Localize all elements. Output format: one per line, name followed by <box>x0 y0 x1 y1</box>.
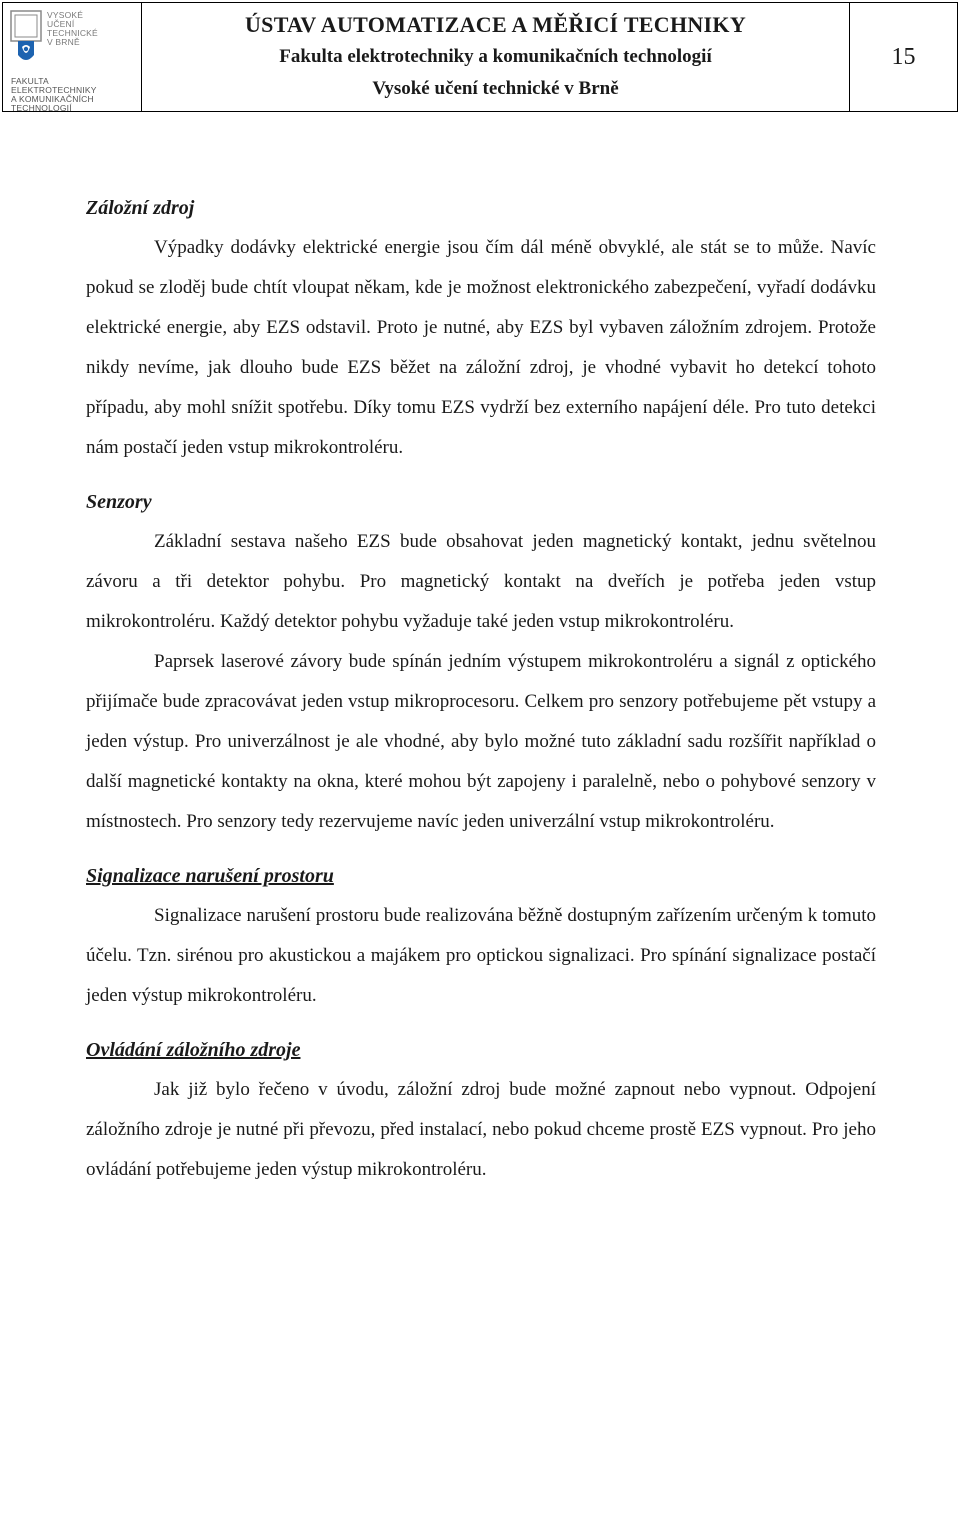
university-logo <box>3 3 142 111</box>
faculty-name: Fakulta elektrotechniky a komunikačních technologií <box>279 46 712 67</box>
paragraph: Paprsek laserové závory bude spínán jedním výstupem mikrokontroléru a signál z optického přijímače bude zpracovávat jeden vstup mikroprocesoru. Celkem pro senzory potřebujeme pět vstupy a jeden výstup. Pro univerzálnost je ale vhodné, aby bylo možné tuto základní sadu rozšířit například o další magnetické kontakty na okna, které mohou být zapojeny i paralelně, nebo o pohybové senzory v místnostech. Pro senzory tedy rezervujeme navíc jeden univerzální vstup mikrokontroléru. <box>86 651 876 832</box>
logo-top-text: VYSOKÉ UČENÍ TECHNICKÉ V BRNĚ <box>47 10 98 47</box>
section-heading: Ovládání záložního zdroje <box>86 1039 301 1061</box>
university-name: Vysoké učení technické v Brně <box>372 78 619 99</box>
paragraph: Signalizace narušení prostoru bude realizována běžně dostupným zařízením určeným k tomuto účelu. Tzn. sirénou pro akustickou a majákem pro optickou signalizaci. Pro spínání signalizace postačí jeden výstup mikrokontroléru. <box>86 905 876 1006</box>
page-content <box>86 188 876 1190</box>
section-heading: Senzory <box>86 491 152 513</box>
logo-bottom-text: FAKULTA ELEKTROTECHNIKY A KOMUNIKAČNÍCH TECHNOLOGIÍ <box>11 76 97 113</box>
section-heading: Záložní zdroj <box>86 197 195 219</box>
paragraph: Výpadky dodávky elektrické energie jsou čím dál méně obvyklé, ale stát se to může. Navíc pokud se zloděj bude chtít vloupat někam, kde je možnost elektronického zabezpečení, vyřadí dodávku elektrické energie, aby EZS odstavil. Proto je nutné, aby EZS byl vybaven záložním zdrojem. Protože nikdy nevíme, jak dlouho bude EZS běžet na záložní zdroj, je vhodné vybavit ho detekcí tohoto případu, aby mohl snížit spotřebu. Díky tomu EZS vydrží bez externího napájení déle. Pro tuto detekci nám postačí jeden vstup mikrokontroléru. <box>86 237 876 458</box>
page-header <box>2 2 958 112</box>
paragraph: Jak již bylo řečeno v úvodu, záložní zdroj bude možné zapnout nebo vypnout. Odpojení záložního zdroje je nutné při převozu, před instalací, nebo pokud chceme prostě EZS vypnout. Pro jeho ovládání potřebujeme jeden výstup mikrokontroléru. <box>86 1079 876 1180</box>
vut-logo-icon <box>9 9 45 69</box>
header-titles <box>142 3 850 111</box>
institute-name: ÚSTAV AUTOMATIZACE A MĚŘICÍ TECHNIKY <box>244 12 747 37</box>
section-heading: Signalizace narušení prostoru <box>86 865 334 887</box>
paragraph: Základní sestava našeho EZS bude obsahovat jeden magnetický kontakt, jednu světelnou závoru a tři detektor pohybu. Pro magnetický kontakt na dveřích je potřeba jeden vstup mikrokontroléru. Každý detektor pohybu vyžaduje také jeden vstup mikrokontroléru. <box>86 531 876 632</box>
page-number: 15 <box>891 43 916 70</box>
